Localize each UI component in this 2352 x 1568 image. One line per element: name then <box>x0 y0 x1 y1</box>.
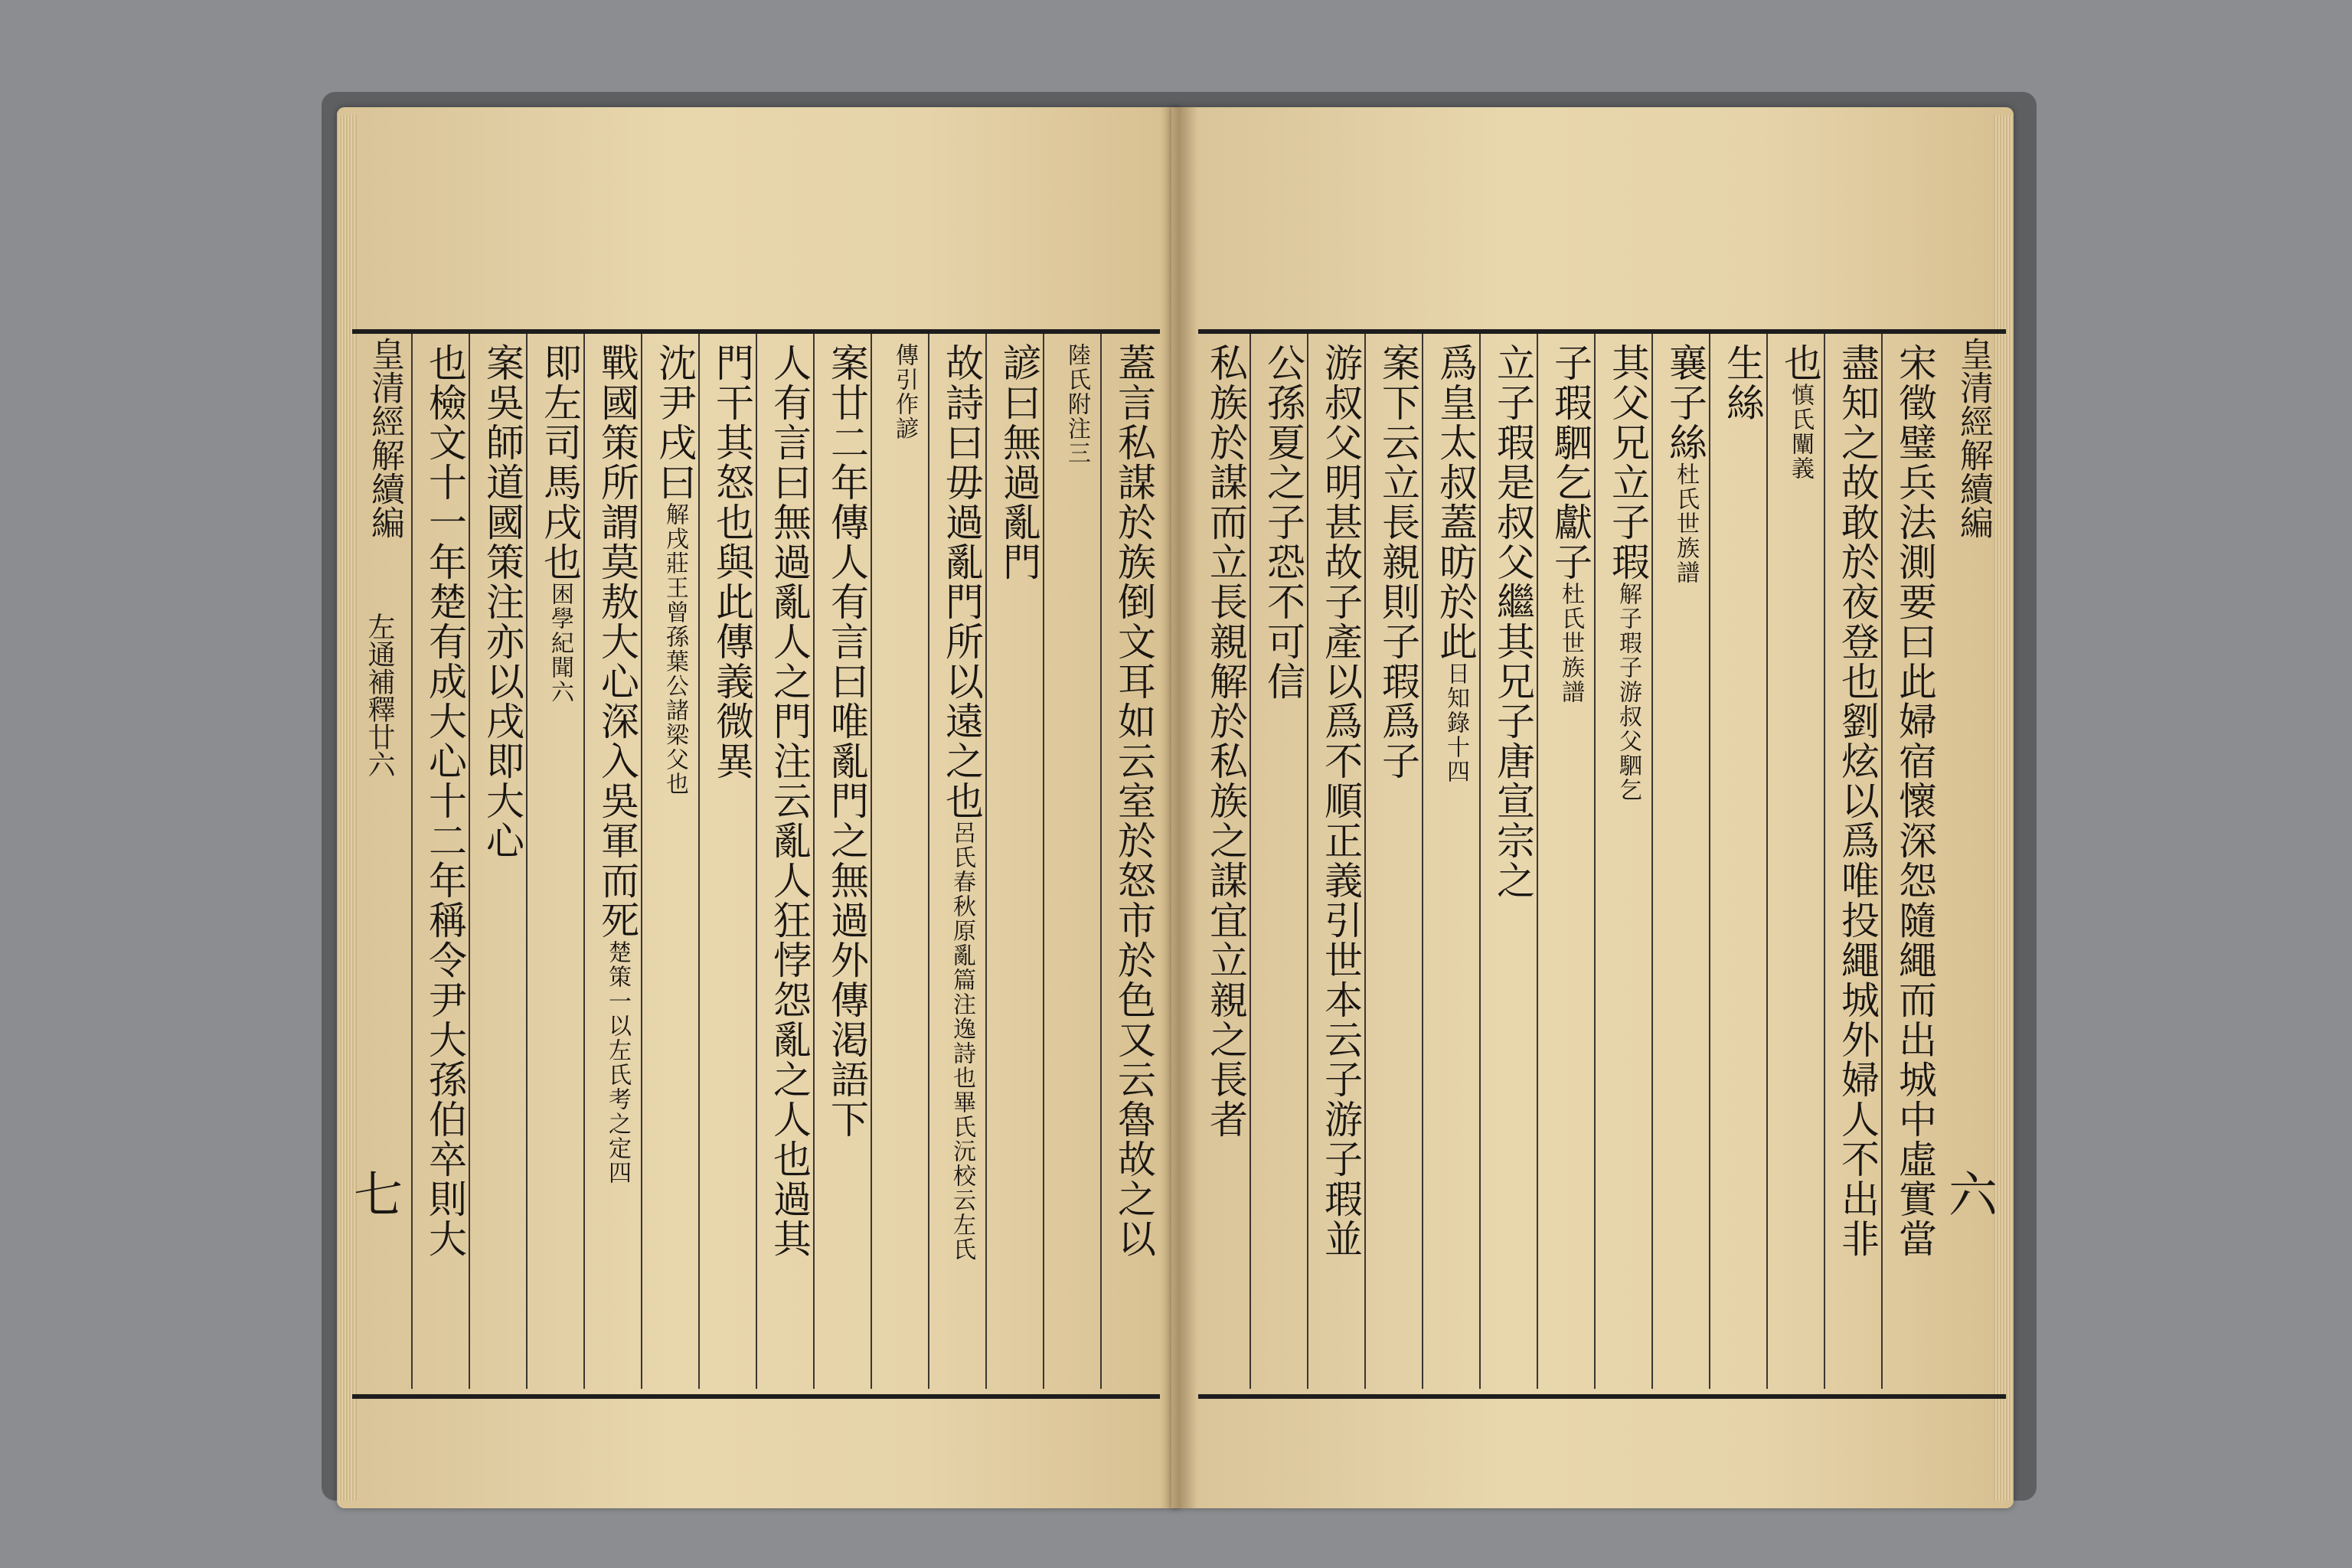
text-column: 也檢文十一年楚有成大心十二年稱令尹大孫伯卒則大 <box>423 343 467 1259</box>
text-column: 陸氏附注三 <box>1063 343 1090 466</box>
text-column: 盡知之故敢於夜登也劉炫以爲唯投繩城外婦人不出非 <box>1835 343 1880 1259</box>
text-column: 案下云立長親則子瑕爲子 <box>1376 343 1420 781</box>
text-column: 戰國策所謂莫敖大心深入吳軍而死楚策一以左氏考之定四 <box>595 343 639 1185</box>
text-column: 案吳師道國策注亦以戌即大心 <box>480 343 524 861</box>
text-column: 其父兄立子瑕解子瑕子游叔父駟乞 <box>1606 343 1650 802</box>
text-column: 爲皇太叔蓋昉於此日知錄十四 <box>1433 343 1478 784</box>
text-column: 案廿二年傳人有言曰唯亂門之無過外傳渇語下 <box>825 343 869 1139</box>
left-margin-subtitle: 左通補釋廿六 <box>364 612 395 778</box>
text-column: 襄子絲杜氏世族譜 <box>1663 343 1707 585</box>
text-column: 人有言曰無過亂人之門注云亂人狂悖怨亂之人也過其 <box>767 343 812 1259</box>
right-margin-title: 皇清經解續編 <box>1954 337 1993 539</box>
text-column: 公孫夏之子恐不可信 <box>1261 343 1305 701</box>
text-column: 傳引作諺 <box>891 343 918 441</box>
left-margin-title: 皇清經解續編 <box>365 337 404 539</box>
text-column: 沈尹戌曰解戌莊王曾孫葉公諸梁父也 <box>652 343 697 796</box>
text-column: 立子瑕是叔父繼其兄子唐宣宗之 <box>1491 343 1535 900</box>
text-column: 私族於謀而立長親解於私族之謀宜立親之長者 <box>1204 343 1248 1139</box>
text-column: 門干其怒也與此傳義微異 <box>710 343 754 781</box>
text-column: 即左司馬戌也困學紀聞六 <box>537 343 582 704</box>
text-column: 游叔父明甚故子產以爲不順正義引世本云子游子瑕並 <box>1318 343 1363 1259</box>
text-column: 也慎氏闡義 <box>1778 343 1822 481</box>
text-column: 子瑕駟乞獻子杜氏世族譜 <box>1548 343 1592 704</box>
text-column: 生絲 <box>1720 343 1765 423</box>
text-column: 故詩曰毋過亂門所以遠之也呂氏春秋原亂篇注逸詩也畢氏沅校云左氏 <box>939 343 984 1262</box>
text-column: 諺曰無過亂門 <box>997 343 1041 582</box>
right-folio: 六 <box>1949 1168 1998 1224</box>
text-column: 宋徵璧兵法測要曰此婦宿懷深怨隨繩而出城中虛實當 <box>1893 343 1937 1259</box>
left-folio: 七 <box>354 1168 403 1224</box>
text-column: 蓋言私謀於族倒文耳如云室於怒市於色又云魯故之以 <box>1112 343 1156 1259</box>
book-gutter <box>1160 107 1198 1508</box>
